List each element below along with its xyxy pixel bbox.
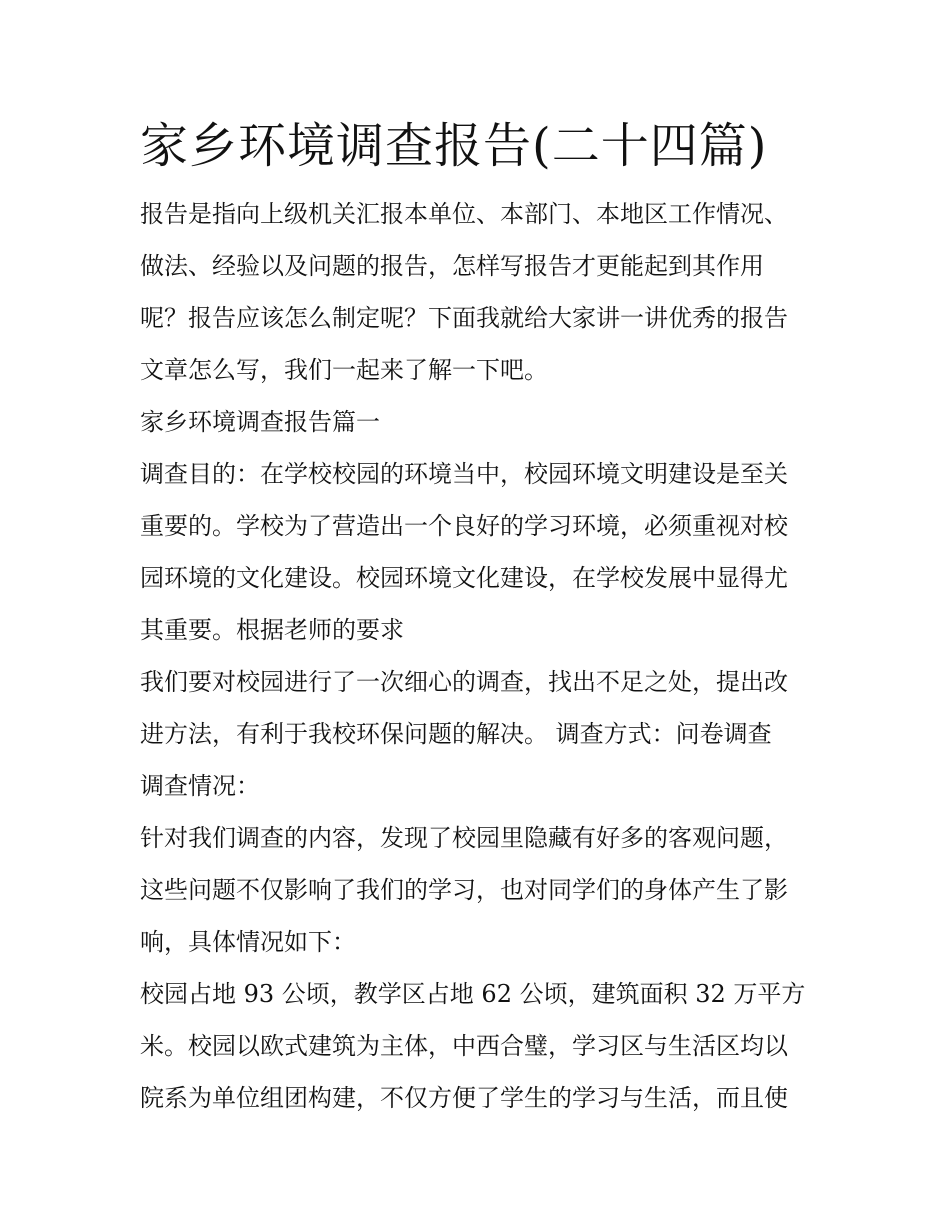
- text-line: 报告是指向上级机关汇报本单位、本部门、本地区工作情况、: [140, 200, 788, 228]
- text-line: 校园占地 93 公顷，教学区占地 62 公顷，建筑面积 32 万平方: [140, 980, 806, 1008]
- text-line: 米。校园以欧式建筑为主体，中西合璧，学习区与生活区均以: [140, 1032, 788, 1060]
- section-heading: [140, 396, 820, 448]
- paragraph-method: [140, 656, 820, 760]
- text-line: 其重要。根据老师的要求: [140, 616, 404, 644]
- text-line: 响，具体情况如下：: [140, 928, 356, 956]
- paragraph-situation-heading: [140, 760, 820, 812]
- text-line: 针对我们调查的内容，发现了校园里隐藏有好多的客观问题，: [140, 824, 788, 852]
- paragraph-purpose: [140, 448, 820, 656]
- text-line: 调查情况：: [140, 772, 260, 800]
- document-title: 家乡环境调查报告(二十四篇): [140, 118, 768, 174]
- text-line: 院系为单位组团构建，不仅方便了学生的学习与生活，而且使: [140, 1084, 788, 1112]
- text-line: 重要的。学校为了营造出一个良好的学习环境，必须重视对校: [140, 512, 788, 540]
- text-line: 调查目的：在学校校园的环境当中，校园环境文明建设是至关: [140, 460, 788, 488]
- text-line: 呢？报告应该怎么制定呢？下面我就给大家讲一讲优秀的报告: [140, 304, 788, 332]
- text-line: 家乡环境调查报告篇一: [140, 408, 380, 436]
- text-line: 做法、经验以及问题的报告，怎样写报告才更能起到其作用: [140, 252, 764, 280]
- text-line: 这些问题不仅影响了我们的学习，也对同学们的身体产生了影: [140, 876, 788, 904]
- paragraph-intro: [140, 188, 820, 396]
- document-page: [140, 110, 820, 1124]
- paragraph-findings: [140, 812, 820, 968]
- text-line: 园环境的文化建设。校园环境文化建设，在学校发展中显得尤: [140, 564, 788, 592]
- text-line: 我们要对校园进行了一次细心的调查，找出不足之处，提出改: [140, 668, 788, 696]
- paragraph-campus: [140, 968, 820, 1124]
- text-line: 进方法，有利于我校环保问题的解决。 调查方式：问卷调查: [140, 720, 772, 748]
- text-line: 文章怎么写，我们一起来了解一下吧。: [140, 356, 548, 384]
